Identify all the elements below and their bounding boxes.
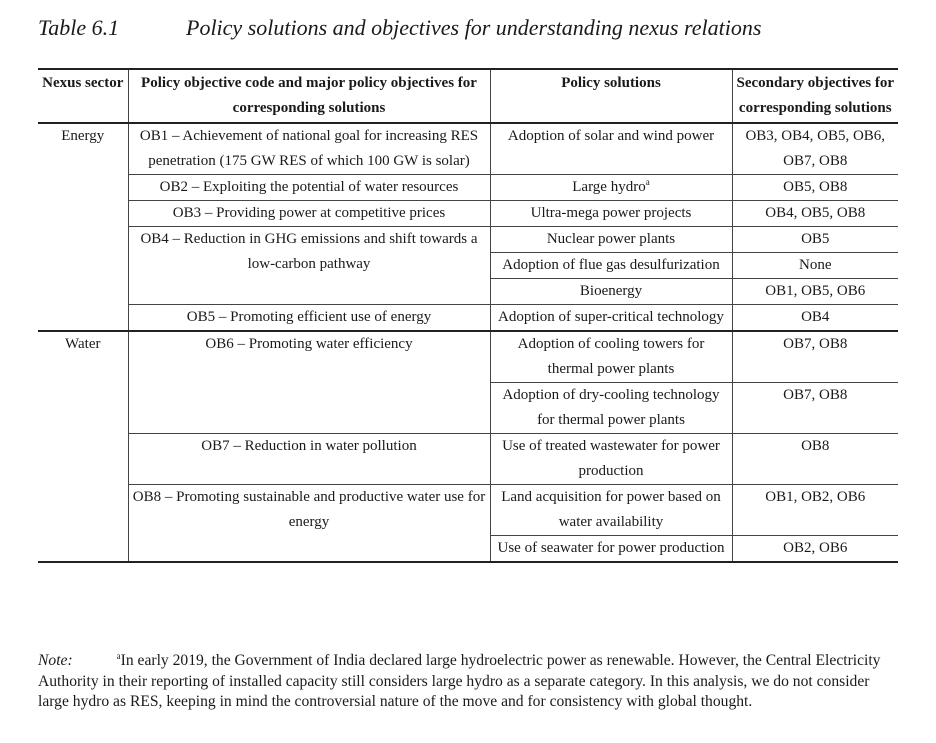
policy-table (38, 68, 898, 563)
solution-text: Large hydro (572, 179, 646, 195)
table-note (38, 651, 900, 713)
objective-cell: OB3 – Providing power at competitive prices (128, 201, 490, 227)
objective-cell: OB1 – Achievement of national goal for increasing RES penetration (175 GW RES of which 100 GW is solar) (128, 123, 490, 175)
solution-cell: Use of seawater for power production (490, 536, 732, 563)
solution-cell: Bioenergy (490, 279, 732, 305)
secondary-cell: None (732, 253, 898, 279)
header-solutions: Policy solutions (490, 69, 732, 123)
secondary-cell: OB1, OB2, OB6 (732, 485, 898, 536)
table-row (38, 123, 898, 175)
secondary-cell: OB8 (732, 434, 898, 485)
objective-cell: OB5 – Promoting efficient use of energy (128, 305, 490, 332)
header-row (38, 69, 898, 123)
table-row (38, 227, 898, 253)
solution-cell: Use of treated wastewater for power production (490, 434, 732, 485)
secondary-cell: OB7, OB8 (732, 383, 898, 434)
sector-energy: Energy (61, 128, 105, 144)
header-objective: Policy objective code and major policy objectives for corresponding solutions (128, 69, 490, 123)
secondary-cell: OB3, OB4, OB5, OB6, OB7, OB8 (732, 123, 898, 175)
table-row (38, 175, 898, 201)
objective-cell: OB2 – Exploiting the potential of water resources (128, 175, 490, 201)
secondary-cell: OB5, OB8 (732, 175, 898, 201)
secondary-cell: OB4, OB5, OB8 (732, 201, 898, 227)
solution-cell: Ultra-mega power projects (490, 201, 732, 227)
secondary-cell: OB5 (732, 227, 898, 253)
note-text: In early 2019, the Government of India declared large hydroelectric power as renewable. However, the Central Electricity Authority in their reporting of installed capacity still considers large hydro as a separate category. In this analysis, we do not consider large hydro as RES, keeping in mind the controversial nature of the move and for consistency with global thought. (38, 652, 881, 710)
solution-cell (490, 175, 732, 201)
table-row (38, 485, 898, 536)
solution-cell: Adoption of cooling towers for thermal power plants (490, 331, 732, 383)
secondary-cell: OB2, OB6 (732, 536, 898, 563)
table-title: Policy solutions and objectives for understanding nexus relations (186, 15, 762, 40)
table-row (38, 331, 898, 383)
solution-cell: Adoption of dry-cooling technology for thermal power plants (490, 383, 732, 434)
objective-cell: OB7 – Reduction in water pollution (128, 434, 490, 485)
table-row (38, 434, 898, 485)
solution-cell: Land acquisition for power based on water availability (490, 485, 732, 536)
solution-cell: Adoption of flue gas desulfurization (490, 253, 732, 279)
table-row (38, 305, 898, 332)
table-row (38, 201, 898, 227)
objective-cell: OB6 – Promoting water efficiency (128, 331, 490, 434)
secondary-cell: OB7, OB8 (732, 331, 898, 383)
objective-cell: OB8 – Promoting sustainable and productive water use for energy (128, 485, 490, 563)
note-marker: a (116, 651, 121, 661)
note-label: Note: (38, 652, 73, 669)
footnote-marker: a (645, 177, 650, 187)
solution-cell: Nuclear power plants (490, 227, 732, 253)
solution-cell: Adoption of solar and wind power (490, 123, 732, 175)
secondary-cell: OB1, OB5, OB6 (732, 279, 898, 305)
secondary-cell: OB4 (732, 305, 898, 332)
table-number: Table 6.1 (38, 15, 120, 40)
header-sector: Nexus sector (42, 75, 124, 91)
sector-water: Water (65, 336, 101, 352)
header-secondary: Secondary objectives for corresponding solutions (732, 69, 898, 123)
objective-cell: OB4 – Reduction in GHG emissions and shift towards a low-carbon pathway (128, 227, 490, 305)
solution-cell: Adoption of super-critical technology (490, 305, 732, 332)
